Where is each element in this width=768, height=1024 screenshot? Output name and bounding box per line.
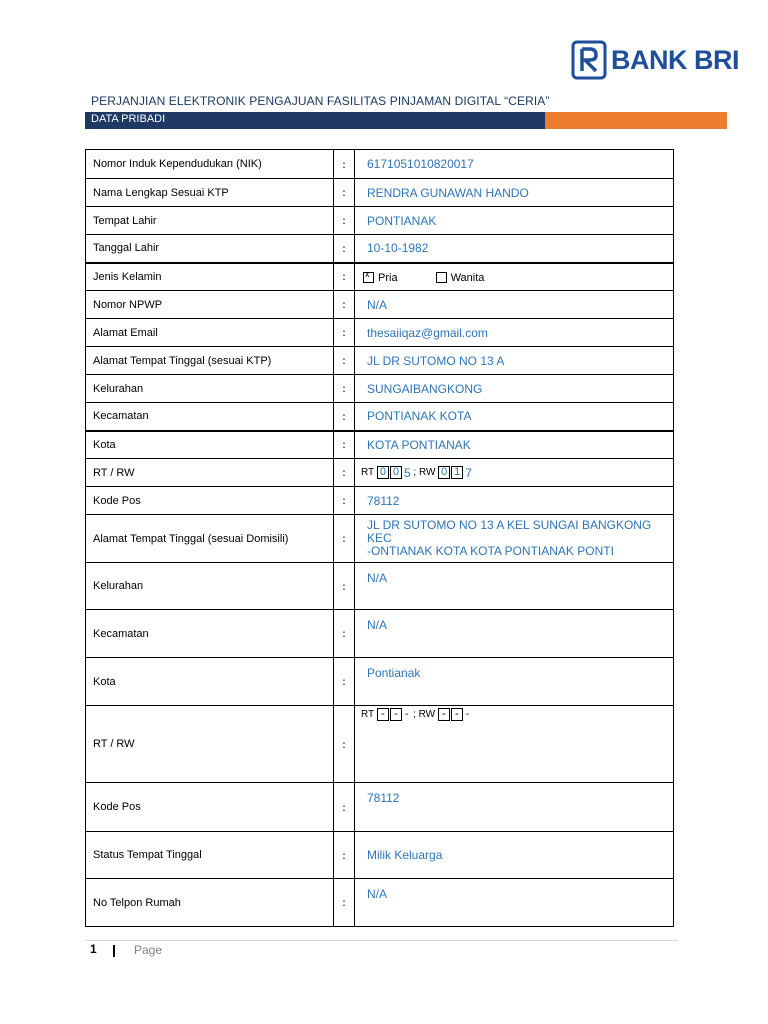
label-tempat-lahir: Tempat Lahir [86,207,334,235]
section-title: DATA PRIBADI [91,113,166,125]
document-title: PERJANJIAN ELEKTRONIK PENGAJUAN FASILITAS PINJAMAN DIGITAL “CERIA” [91,94,550,108]
row-telpon-rumah [86,879,674,927]
separator: : [334,150,355,179]
separator: : [334,319,355,347]
alamat-domisili-line-1: JL DR SUTOMO NO 13 A KEL SUNGAI BANGKONG KEC [367,518,652,545]
separator: : [334,431,355,459]
separator: : [334,879,355,927]
bri-logo-icon [571,40,607,80]
rt-digit-box: - [377,708,389,721]
rt-rw-domisili-fields [361,708,673,721]
rt-rw-fields [361,466,673,480]
label-rt-rw: RT / RW [86,459,334,487]
row-rt-rw-domisili [86,706,674,783]
page-separator-bar [113,945,115,957]
personal-data-table [85,149,674,927]
label-kode-pos: Kode Pos [86,487,334,515]
row-rt-rw [86,459,674,487]
separator: : [334,459,355,487]
label-kode-pos-domisili: Kode Pos [86,783,334,832]
section-banner [85,112,727,129]
label-kelurahan-domisili: Kelurahan [86,563,334,610]
rt-digit-box: 0 [390,466,402,479]
row-kecamatan-domisili [86,610,674,658]
separator: : [334,706,355,783]
bank-bri-logo [571,38,739,82]
value-rt-rw-domisili [355,706,674,783]
rw-digit-box: - [451,708,463,721]
label-jenis-kelamin: Jenis Kelamin [86,263,334,291]
row-alamat-domisili [86,515,674,563]
value-kode-pos-domisili: 78112 [355,783,674,832]
label-alamat-domisili: Alamat Tempat Tinggal (sesuai Domisili) [86,515,334,563]
row-alamat-ktp [86,347,674,375]
rw-digit-box: 1 [451,466,463,479]
value-tempat-lahir: PONTIANAK [355,207,674,235]
label-tanggal-lahir: Tanggal Lahir [86,235,334,263]
option-pria: Pria [378,271,398,284]
value-kecamatan: PONTIANAK KOTA [355,403,674,431]
rt-label: RT [361,467,375,478]
row-tanggal-lahir [86,235,674,263]
row-kota [86,431,674,459]
value-nama: RENDRA GUNAWAN HANDO [355,179,674,207]
value-email: thesaiiqaz@gmail.com [355,319,674,347]
row-kecamatan [86,403,674,431]
label-email: Alamat Email [86,319,334,347]
label-rt-rw-domisili: RT / RW [86,706,334,783]
label-kelurahan: Kelurahan [86,375,334,403]
banner-orange-bar [545,112,727,129]
row-nama [86,179,674,207]
label-alamat-ktp: Alamat Tempat Tinggal (sesuai KTP) [86,347,334,375]
value-nik: 6171051010820017 [355,150,674,179]
separator: : [334,515,355,563]
label-kota: Kota [86,431,334,459]
separator: : [334,487,355,515]
page-label: Page [134,943,163,957]
separator: : [334,207,355,235]
alamat-domisili-line-2: -ONTIANAK KOTA KOTA PONTIANAK PONTI [367,544,614,558]
value-status-tempat-tinggal: Milik Keluarga [355,832,674,879]
separator: : [334,347,355,375]
label-nik: Nomor Induk Kependudukan (NIK) [86,150,334,179]
value-kecamatan-domisili: N/A [355,610,674,658]
label-nama: Nama Lengkap Sesuai KTP [86,179,334,207]
rw-digit-box: 0 [438,466,450,479]
row-npwp [86,291,674,319]
rw-label: ; RW [413,709,436,720]
rw-digit-box: - [438,708,450,721]
value-npwp: N/A [355,291,674,319]
row-email [86,319,674,347]
separator: : [334,235,355,263]
checkbox-pria[interactable] [363,272,374,283]
label-status-tempat-tinggal: Status Tempat Tinggal [86,832,334,879]
rw-label: ; RW [413,467,436,478]
rw-last-digit: 7 [465,465,472,480]
rt-last-digit: - [404,709,409,720]
value-rt-rw [355,459,674,487]
separator: : [334,563,355,610]
rt-digit-box: 0 [377,466,389,479]
rw-last-digit: - [465,709,470,720]
separator: : [334,832,355,879]
logo-text: BANK BRI [611,44,739,75]
value-kelurahan: SUNGAIBANGKONG [355,375,674,403]
separator: : [334,403,355,431]
row-nik [86,150,674,179]
value-kota: KOTA PONTIANAK [355,431,674,459]
row-kode-pos-domisili [86,783,674,832]
checkbox-wanita[interactable] [436,272,447,283]
row-kode-pos [86,487,674,515]
value-alamat-domisili [355,515,674,563]
value-telpon-rumah: N/A [355,879,674,927]
label-kota-domisili: Kota [86,658,334,706]
row-jenis-kelamin [86,263,674,291]
option-wanita: Wanita [450,271,485,284]
value-kota-domisili: Pontianak [355,658,674,706]
row-kelurahan [86,375,674,403]
label-npwp: Nomor NPWP [86,291,334,319]
separator: : [334,179,355,207]
label-kecamatan: Kecamatan [86,403,334,431]
value-kode-pos: 78112 [355,487,674,515]
row-status-tempat-tinggal [86,832,674,879]
rt-last-digit: 5 [403,465,411,480]
separator: : [334,658,355,706]
label-kecamatan-domisili: Kecamatan [86,610,334,658]
rt-digit-box: - [390,708,402,721]
separator: : [334,263,355,291]
separator: : [334,291,355,319]
value-alamat-ktp: JL DR SUTOMO NO 13 A [355,347,674,375]
row-kelurahan-domisili [86,563,674,610]
rt-label: RT [361,709,375,720]
footer-divider [85,940,678,941]
value-kelurahan-domisili: N/A [355,563,674,610]
row-kota-domisili [86,658,674,706]
separator: : [334,783,355,832]
page-number: 1 [90,942,97,956]
value-tanggal-lahir: 10-10-1982 [355,235,674,263]
separator: : [334,610,355,658]
separator: : [334,375,355,403]
label-telpon-rumah: No Telpon Rumah [86,879,334,927]
gender-options [355,263,674,291]
row-tempat-lahir [86,207,674,235]
